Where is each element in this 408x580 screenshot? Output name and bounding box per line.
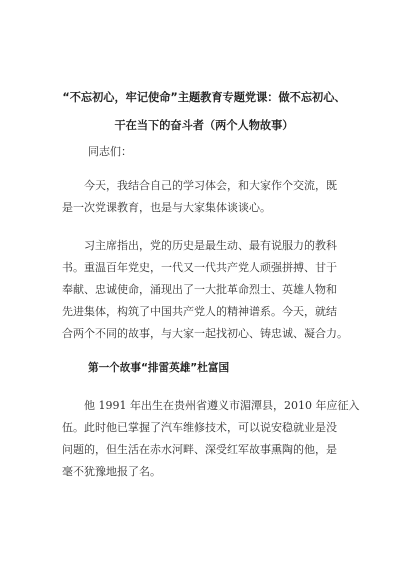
paragraph-line: 今天，我结合自己的学习体会，和大家作个交流，既 [84,179,337,192]
paragraph-history [62,235,348,345]
section-heading: 第一个故事“排雷英雄”杜富国 [88,362,230,374]
paragraph-line: 先进集体，构筑了中国共产党人的精神谱系。今天，就结 [62,305,337,318]
greeting: 同志们： [88,145,132,158]
paragraph-line: 他 1991 年出生在贵州省遵义市湄潭县，2010 年应征入 [84,399,360,412]
paragraph-line: 伍。此时他已掌握了汽车维修技术，可以说安稳就业是没 [62,421,337,434]
paragraph-line: 毫不犹豫地报了名。 [62,465,161,478]
paragraph-story [62,395,360,483]
paragraph-line: 书。重温百年党史，一代又一代共产党人顽强拼搏、甘于 [62,261,337,274]
paragraph-line: 合两个不同的故事，与大家一起找初心、铸忠诚、凝合力。 [62,327,348,340]
paragraph-line: 习主席指出，党的历史是最生动、最有说服力的教科 [84,239,337,252]
paragraph-line: 问题的，但生活在赤水河畔、深受红军故事熏陶的他，是 [62,443,337,456]
document-title [58,84,350,140]
paragraph-intro [62,175,348,219]
title-line: 干在当下的奋斗者（两个人物故事） [114,119,294,132]
title-line: “不忘初心，牢记使命”主题教育专题党课：做不忘初心、 [62,91,346,104]
paragraph-line: 奉献、忠诚使命，涌现出了一大批革命烈士、英雄人物和 [62,283,337,296]
paragraph-line: 是一次党课教育，也是与大家集体谈谈心。 [62,201,271,214]
